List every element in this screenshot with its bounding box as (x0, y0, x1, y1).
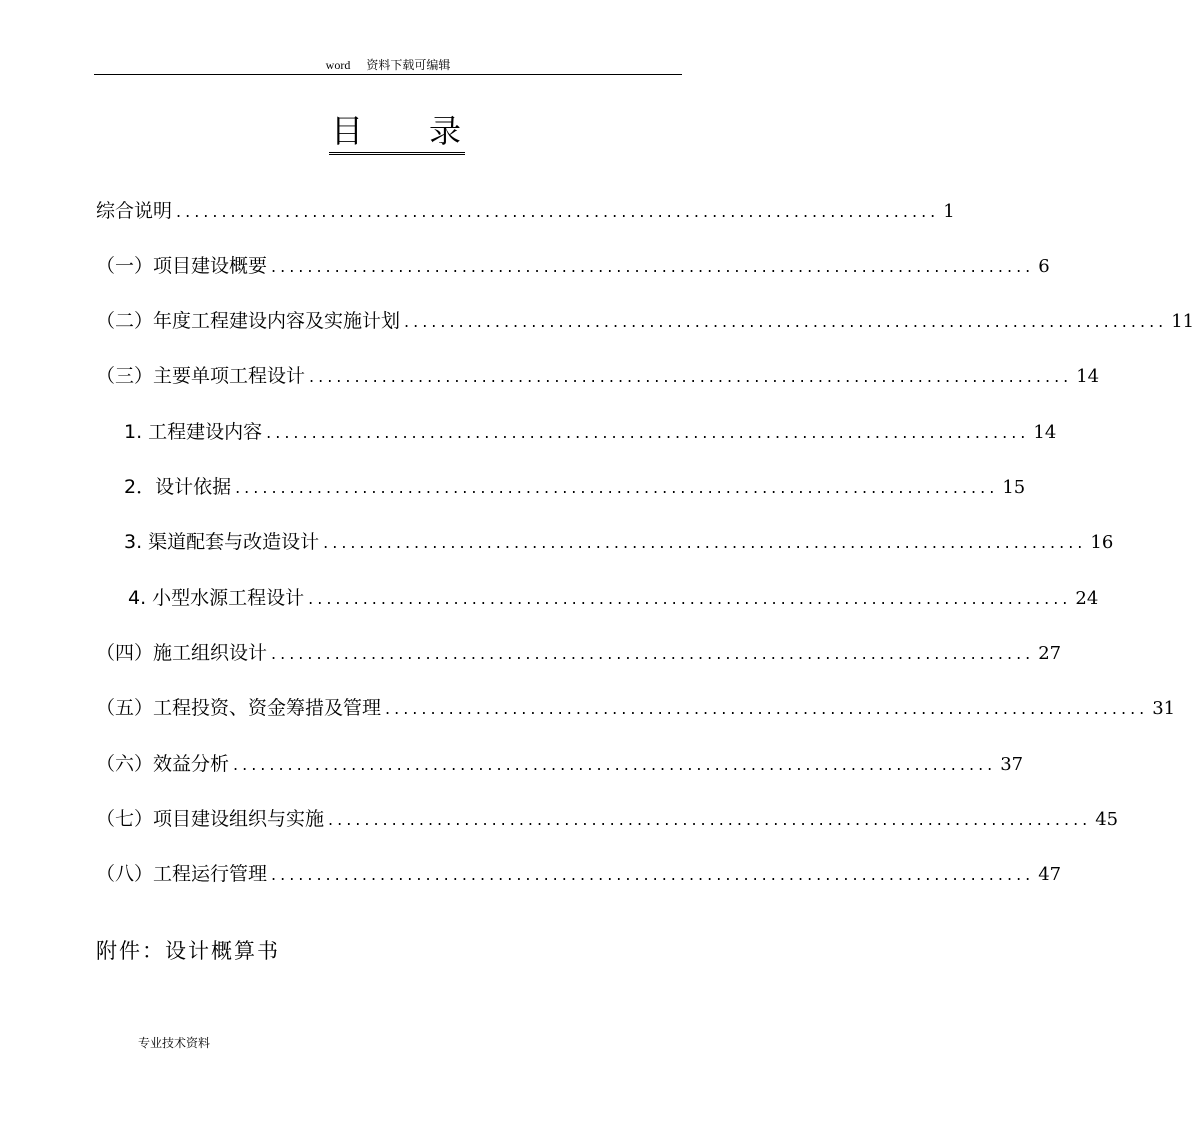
toc-page-number: 11 (1171, 311, 1194, 332)
toc-leader-dots: .................................................................................... (309, 367, 1073, 386)
page-footer: 专业技术资料 (138, 1036, 211, 1050)
toc-entry-text: （七）项目建设组织与实施 (96, 808, 325, 830)
toc-entry-text: （二）年度工程建设内容及实施计划 (96, 310, 401, 332)
toc-leader-dots: .................................................................................... (176, 202, 940, 221)
toc-entry-text: 3. 渠道配套与改造设计 (124, 531, 320, 553)
toc-page-number: 1 (943, 201, 955, 222)
toc-entry-text: （五）工程投资、资金筹措及管理 (96, 697, 382, 719)
toc-entry-3[interactable] (0, 361, 1100, 391)
toc-entry-3-3[interactable] (0, 527, 1114, 557)
toc-entry-text: （三）主要单项工程设计 (96, 365, 306, 387)
toc-entry-3-2[interactable] (0, 472, 1026, 502)
toc-entry-text: 2．设计依据 (124, 476, 232, 498)
toc-title (329, 112, 465, 155)
toc-entry-8[interactable] (0, 859, 1062, 889)
toc-entry-7[interactable] (0, 804, 1119, 834)
toc-entry-text: 1. 工程建设内容 (124, 421, 263, 443)
toc-page-number: 14 (1076, 366, 1100, 387)
toc-entry-3-4[interactable] (0, 583, 1099, 613)
toc-page-number: 47 (1038, 864, 1062, 885)
toc-title-char-2: 录 (429, 112, 464, 150)
toc-entry-2[interactable] (0, 306, 1194, 336)
toc-page-number: 15 (1002, 477, 1026, 498)
toc-entry-text: （四）施工组织设计 (96, 642, 268, 664)
toc-entry-5[interactable] (0, 693, 1176, 723)
toc-entry-text: （一）项目建设概要 (96, 255, 268, 277)
toc-leader-dots: .................................................................................... (266, 423, 1030, 442)
toc-page-number: 27 (1038, 643, 1062, 664)
toc-leader-dots: .................................................................................... (308, 589, 1072, 608)
appendix-line: 附件：设计概算书 (96, 939, 280, 963)
toc-title-char-1: 目 (330, 112, 365, 150)
toc-title-container (0, 112, 794, 155)
header-caption: 资料下载可编辑 (366, 58, 451, 72)
toc-entry-text: 4. 小型水源工程设计 (128, 587, 305, 609)
toc-leader-dots: .................................................................................... (328, 810, 1092, 829)
toc-page-number: 24 (1075, 588, 1099, 609)
toc-page-number: 16 (1090, 532, 1114, 553)
toc-leader-dots: .................................................................................... (271, 644, 1035, 663)
page-header (94, 56, 682, 75)
toc-entry-text: （六）效益分析 (96, 753, 230, 775)
toc-entry-3-1[interactable] (0, 417, 1057, 447)
toc-page-number: 14 (1033, 422, 1057, 443)
toc-leader-dots: .................................................................................... (323, 533, 1087, 552)
toc-leader-dots: .................................................................................... (235, 478, 999, 497)
toc-page-number: 37 (1000, 754, 1024, 775)
toc-page-number: 6 (1038, 256, 1050, 277)
toc-entry-4[interactable] (0, 638, 1062, 668)
toc-leader-dots: .................................................................................... (271, 257, 1035, 276)
toc-page-number: 31 (1152, 698, 1176, 719)
header-word: word (325, 58, 351, 72)
toc-leader-dots: .................................................................................... (385, 699, 1149, 718)
toc-entry-1[interactable] (0, 251, 1050, 281)
toc-entry-text: （八）工程运行管理 (96, 863, 268, 885)
toc-leader-dots: .................................................................................... (271, 865, 1035, 884)
toc-leader-dots: .................................................................................... (404, 312, 1168, 331)
toc-leader-dots: .................................................................................... (233, 755, 997, 774)
toc-entry-text: 综合说明 (96, 200, 173, 222)
toc-page-number: 45 (1095, 809, 1119, 830)
toc-entry-overview[interactable] (0, 196, 955, 226)
toc-entry-6[interactable] (0, 749, 1024, 779)
